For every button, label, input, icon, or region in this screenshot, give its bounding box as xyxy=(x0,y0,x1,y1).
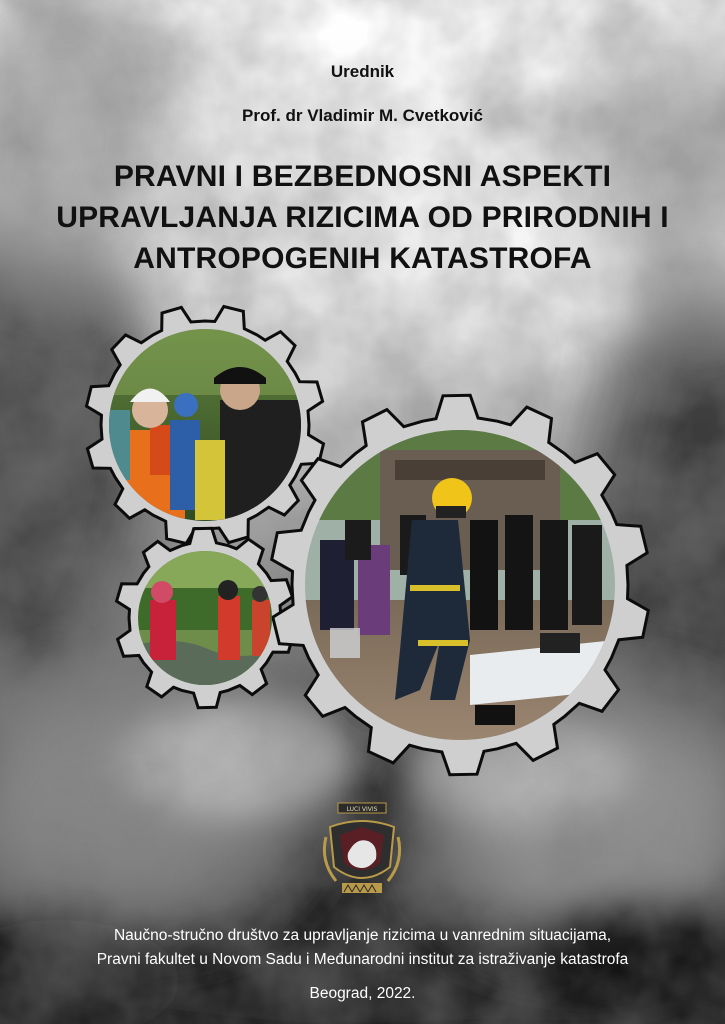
firefighter-demo-photo xyxy=(305,430,615,740)
editor-name: Prof. dr Vladimir M. Cvetković xyxy=(242,106,483,125)
publisher-line-2: Pravni fakultet u Novom Sadu i Međunarodni institut za istraživanje katastrofa xyxy=(96,951,629,968)
emblem-motto: LUCI VIVIS xyxy=(346,806,378,813)
publisher-line-1: Naučno-stručno društvo za upravljanje rizicima u vanrednim situacijama, xyxy=(113,927,612,944)
editor-label: Urednik xyxy=(330,62,395,81)
publisher-block xyxy=(0,924,725,972)
society-emblem-icon xyxy=(316,797,408,901)
title-line-3: ANTROPOGENIH KATASTROFA xyxy=(133,242,592,275)
title-line-2: UPRAVLJANJA RIZICIMA OD PRIRODNIH I xyxy=(56,201,669,234)
title-line-1: PRAVNI I BEZBEDNOSNI ASPEKTI xyxy=(113,160,612,193)
place-and-year: Beograd, 2022. xyxy=(309,985,416,1002)
